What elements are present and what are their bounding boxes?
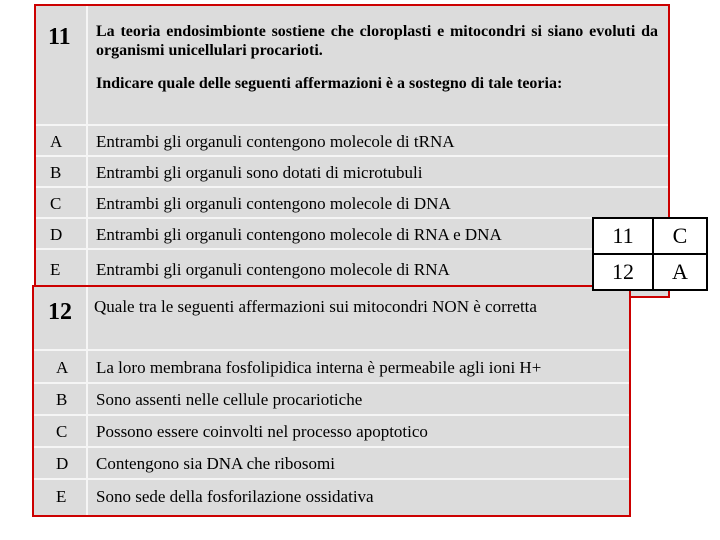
option-letter: D <box>56 454 69 473</box>
option-row <box>36 186 668 218</box>
answer-row <box>593 218 707 254</box>
question-12-block <box>32 285 631 517</box>
option-text: Sono assenti nelle cellule procariotiche <box>96 390 363 409</box>
option-letter: D <box>50 225 63 244</box>
option-letter: A <box>50 132 63 151</box>
option-text: La loro membrana fosfolipidica interna è permeabile agli ioni H+ <box>96 358 542 377</box>
option-text: Entrambi gli organuli contengono molecole di RNA e DNA <box>96 225 502 244</box>
option-text: Entrambi gli organuli contengono molecole di RNA <box>96 260 450 279</box>
option-letter: B <box>56 390 68 409</box>
question-stem: Quale tra le seguenti affermazioni sui mitocondri NON è corretta <box>94 297 537 316</box>
answer-key-table <box>592 217 708 291</box>
option-row <box>36 124 668 156</box>
answer-question-number: 11 <box>593 218 653 254</box>
option-row <box>34 382 629 415</box>
question-number: 11 <box>48 24 71 50</box>
option-letter: B <box>50 163 62 182</box>
option-row <box>34 446 629 479</box>
answer-question-number: 12 <box>593 254 653 290</box>
option-text: Sono sede della fosforilazione ossidativa <box>96 487 374 506</box>
option-row <box>34 478 629 515</box>
option-row <box>36 155 668 187</box>
option-row <box>34 414 629 447</box>
option-text: Entrambi gli organuli contengono molecole di DNA <box>96 194 451 213</box>
question-prompt: Indicare quale delle seguenti affermazioni è a sostegno di tale teoria: <box>96 75 563 92</box>
option-text: Contengono sia DNA che ribosomi <box>96 454 335 473</box>
option-letter: E <box>56 487 67 506</box>
option-text: Entrambi gli organuli contengono molecole di tRNA <box>96 132 455 151</box>
option-letter: A <box>56 358 69 377</box>
question-stem: La teoria endosimbionte sostiene che cloroplasti e mitocondri si siano evoluti da organismi unicellulari procarioti. <box>96 23 658 59</box>
question-11-block <box>34 4 670 298</box>
option-letter: E <box>50 260 61 279</box>
option-text: Entrambi gli organuli sono dotati di microtubuli <box>96 163 423 182</box>
option-letter: C <box>50 194 62 213</box>
question-11-header <box>36 6 668 124</box>
answer-letter: C <box>653 218 707 254</box>
question-number: 12 <box>48 299 72 325</box>
option-letter: C <box>56 422 68 441</box>
option-row <box>34 349 629 383</box>
option-row <box>36 217 668 249</box>
option-text: Possono essere coinvolti nel processo apoptotico <box>96 422 428 441</box>
question-12-header <box>34 287 629 349</box>
answer-letter: A <box>653 254 707 290</box>
answer-row <box>593 254 707 290</box>
